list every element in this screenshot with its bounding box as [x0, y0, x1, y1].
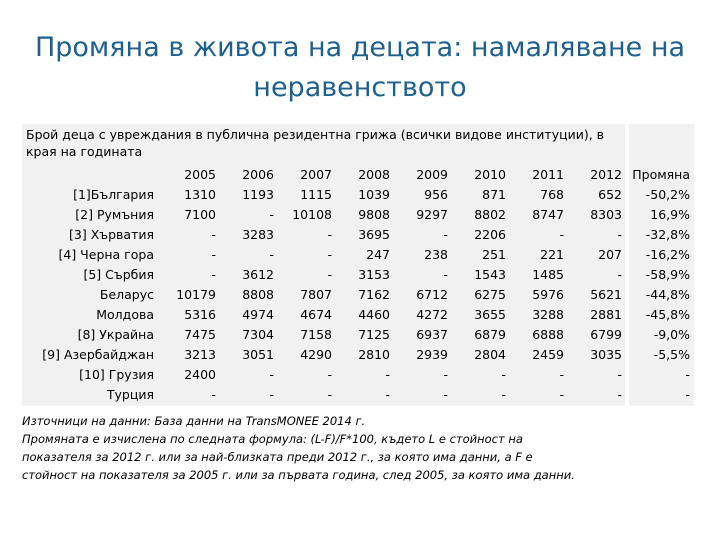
country-name: Молдова — [96, 306, 154, 322]
country-name: [9] Азербайджан — [42, 346, 154, 362]
value-cell: 2400 — [184, 366, 216, 382]
value-cell: - — [443, 266, 448, 282]
value-cell: - — [269, 206, 274, 222]
value-cell: - — [211, 386, 216, 402]
country-name: Турция — [106, 386, 154, 402]
value-cell: 7100 — [184, 206, 216, 222]
table-caption: Брой деца с увреждания в публична резидентна грижа (всички видове институции), в края на годината — [26, 127, 605, 159]
change-value: -58,9% — [645, 266, 690, 282]
change-value: -5,5% — [653, 346, 690, 362]
data-table-panel — [22, 124, 694, 406]
value-cell: 8303 — [590, 206, 622, 222]
value-cell: 1115 — [300, 186, 332, 202]
value-cell: 6888 — [532, 326, 564, 342]
value-cell: - — [501, 386, 506, 402]
value-cell: 6937 — [416, 326, 448, 342]
value-cell: - — [617, 386, 622, 402]
change-row — [622, 384, 694, 404]
change-value: - — [685, 386, 690, 402]
value-cell: 4974 — [242, 306, 274, 322]
value-cell: 9808 — [358, 206, 390, 222]
table-row — [22, 364, 622, 384]
change-row — [622, 244, 694, 264]
change-value: -50,2% — [645, 186, 690, 202]
data-table — [22, 164, 622, 404]
value-cell: 3612 — [242, 266, 274, 282]
change-row — [622, 184, 694, 204]
value-cell: 7125 — [358, 326, 390, 342]
value-cell: - — [211, 246, 216, 262]
value-cell: 7162 — [358, 286, 390, 302]
value-cell: 3695 — [358, 226, 390, 242]
change-value: -16,2% — [645, 246, 690, 262]
table-row — [22, 224, 622, 244]
value-cell: 7807 — [300, 286, 332, 302]
value-cell: - — [443, 386, 448, 402]
country-name: [3] Хърватия — [69, 226, 154, 242]
value-cell: 6275 — [474, 286, 506, 302]
year-header: 2007 — [300, 166, 332, 182]
value-cell: 7304 — [242, 326, 274, 342]
value-cell: 10179 — [176, 286, 216, 302]
value-cell: 2459 — [532, 346, 564, 362]
value-cell: - — [559, 226, 564, 242]
value-cell: 1039 — [358, 186, 390, 202]
value-cell: - — [385, 386, 390, 402]
value-cell: 247 — [366, 246, 390, 262]
header-empty-cell — [22, 164, 158, 184]
change-value: -32,8% — [645, 226, 690, 242]
country-name: [1]България — [73, 186, 154, 202]
value-cell: 221 — [540, 246, 564, 262]
note-line: Промяната е изчислена по следната формула: (L-F)/F*100, където L е стойност на — [22, 432, 523, 446]
value-cell: 5316 — [184, 306, 216, 322]
value-cell: 8802 — [474, 206, 506, 222]
value-cell: - — [327, 266, 332, 282]
value-cell: 4460 — [358, 306, 390, 322]
value-cell: 6799 — [590, 326, 622, 342]
change-header: Промяна — [632, 166, 690, 182]
change-row — [622, 324, 694, 344]
change-row — [622, 344, 694, 364]
value-cell: 1193 — [242, 186, 274, 202]
value-cell: 3035 — [590, 346, 622, 362]
source-notes — [22, 412, 702, 484]
value-cell: - — [559, 386, 564, 402]
change-value: - — [685, 366, 690, 382]
value-cell: - — [559, 366, 564, 382]
value-cell: 3288 — [532, 306, 564, 322]
value-cell: 2939 — [416, 346, 448, 362]
value-cell: 251 — [482, 246, 506, 262]
value-cell: 2810 — [358, 346, 390, 362]
table-row — [22, 384, 622, 404]
value-cell: 871 — [482, 186, 506, 202]
year-header: 2009 — [416, 166, 448, 182]
value-cell: 1543 — [474, 266, 506, 282]
value-cell: 1485 — [532, 266, 564, 282]
value-cell: - — [443, 366, 448, 382]
value-cell: 9297 — [416, 206, 448, 222]
year-header: 2010 — [474, 166, 506, 182]
year-header: 2005 — [184, 166, 216, 182]
value-cell: 5621 — [590, 286, 622, 302]
value-cell: 6712 — [416, 286, 448, 302]
value-cell: 4290 — [300, 346, 332, 362]
value-cell: 3051 — [242, 346, 274, 362]
table-row — [22, 204, 622, 224]
value-cell: - — [385, 366, 390, 382]
change-value: -45,8% — [645, 306, 690, 322]
value-cell: 238 — [424, 246, 448, 262]
value-cell: 1310 — [184, 186, 216, 202]
year-header: 2012 — [590, 166, 622, 182]
country-name: [8] Украйна — [77, 326, 154, 342]
change-row — [622, 264, 694, 284]
value-cell: - — [327, 246, 332, 262]
value-cell: 3153 — [358, 266, 390, 282]
value-cell: 768 — [540, 186, 564, 202]
year-header: 2011 — [532, 166, 564, 182]
table-row — [22, 244, 622, 264]
value-cell: 7475 — [184, 326, 216, 342]
value-cell: - — [211, 266, 216, 282]
change-row — [622, 364, 694, 384]
value-cell: 207 — [598, 246, 622, 262]
value-cell: 8747 — [532, 206, 564, 222]
value-cell: - — [269, 246, 274, 262]
value-cell: 10108 — [292, 206, 332, 222]
value-cell: - — [617, 366, 622, 382]
change-row — [622, 224, 694, 244]
table-row — [22, 344, 622, 364]
value-cell: 2881 — [590, 306, 622, 322]
value-cell: - — [327, 366, 332, 382]
value-cell: 956 — [424, 186, 448, 202]
change-header-row — [622, 164, 694, 184]
table-header-row — [22, 164, 622, 184]
value-cell: 5976 — [532, 286, 564, 302]
year-header: 2006 — [242, 166, 274, 182]
change-row — [622, 284, 694, 304]
change-value: 16,9% — [650, 206, 690, 222]
value-cell: 3213 — [184, 346, 216, 362]
table-row — [22, 324, 622, 344]
year-header: 2008 — [358, 166, 390, 182]
note-line: Източници на данни: База данни на TransMONEE 2014 г. — [22, 414, 366, 428]
value-cell: 3655 — [474, 306, 506, 322]
table-row — [22, 304, 622, 324]
note-line: показателя за 2012 г. или за най-близката преди 2012 г., за която има данни, а F е — [22, 450, 533, 464]
table-row — [22, 264, 622, 284]
value-cell: - — [269, 366, 274, 382]
country-name: Беларус — [99, 286, 154, 302]
value-cell: - — [327, 386, 332, 402]
change-value: -44,8% — [645, 286, 690, 302]
value-cell: - — [443, 226, 448, 242]
value-cell: 2804 — [474, 346, 506, 362]
value-cell: - — [269, 386, 274, 402]
table-row — [22, 284, 622, 304]
country-name: [2] Румъния — [75, 206, 154, 222]
value-cell: - — [501, 366, 506, 382]
value-cell: 652 — [598, 186, 622, 202]
slide-title: Промяна в живота на децата: намаляване на неравенството — [34, 32, 686, 103]
value-cell: 6879 — [474, 326, 506, 342]
value-cell: - — [327, 226, 332, 242]
change-row — [622, 304, 694, 324]
value-cell: 2206 — [474, 226, 506, 242]
change-row — [622, 204, 694, 224]
value-cell: 4674 — [300, 306, 332, 322]
value-cell: 7158 — [300, 326, 332, 342]
value-cell: 3283 — [242, 226, 274, 242]
value-cell: 8808 — [242, 286, 274, 302]
value-cell: - — [211, 226, 216, 242]
country-name: [5] Сърбия — [83, 266, 154, 282]
country-name: [4] Черна гора — [58, 246, 154, 262]
value-cell: - — [617, 226, 622, 242]
table-row — [22, 184, 622, 204]
note-line: стойност на показателя за 2005 г. или за първата година, след 2005, за която има данни. — [22, 468, 575, 482]
change-value: -9,0% — [653, 326, 690, 342]
change-table — [622, 164, 694, 404]
value-cell: 4272 — [416, 306, 448, 322]
country-name: [10] Грузия — [79, 366, 154, 382]
value-cell: - — [617, 266, 622, 282]
